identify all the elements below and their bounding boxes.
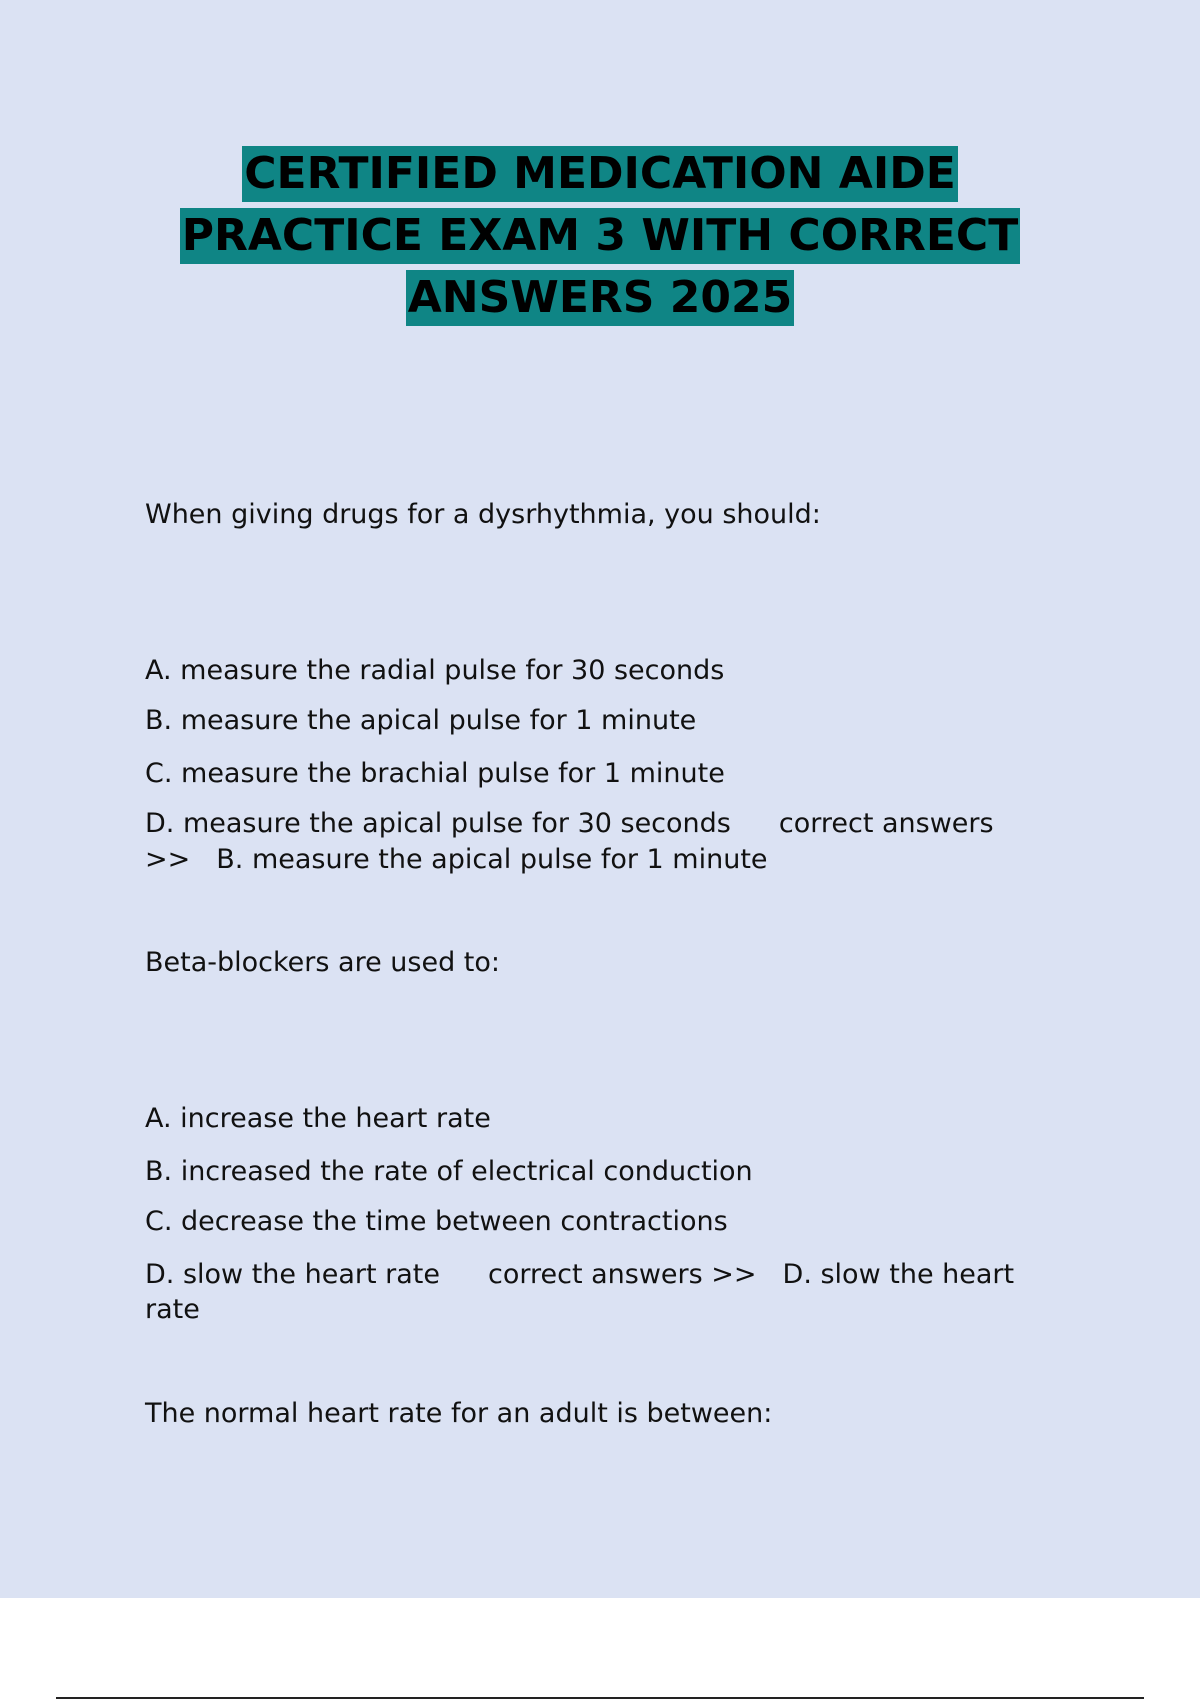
question-1-answer-line bbox=[145, 842, 768, 877]
question-1-answer-arrow: >> bbox=[145, 844, 191, 875]
question-1-prompt: When giving drugs for a dysrhythmia, you should: bbox=[145, 499, 821, 530]
question-2-option-c: C. decrease the time between contractions bbox=[145, 1206, 728, 1237]
question-1-answer-label: correct answers bbox=[778, 808, 994, 839]
question-2-option-d: D. slow the heart rate bbox=[145, 1259, 440, 1290]
footer-divider bbox=[56, 1697, 1144, 1699]
question-2-option-d-line bbox=[145, 1257, 1014, 1292]
title-line-1: CERTIFIED MEDICATION AIDE bbox=[242, 146, 958, 202]
question-1-option-c: C. measure the brachial pulse for 1 minute bbox=[145, 758, 725, 789]
question-3-prompt: The normal heart rate for an adult is between: bbox=[145, 1398, 773, 1429]
question-1-option-a: A. measure the radial pulse for 30 seconds bbox=[145, 655, 725, 686]
question-2-answer-part1: D. slow the heart bbox=[782, 1259, 1015, 1290]
question-2-option-b: B. increased the rate of electrical conduction bbox=[145, 1156, 753, 1187]
question-2-prompt: Beta-blockers are used to: bbox=[145, 947, 501, 978]
document-title bbox=[0, 143, 1200, 329]
question-1-option-d-line bbox=[145, 806, 994, 841]
title-line-2: PRACTICE EXAM 3 WITH CORRECT bbox=[180, 208, 1020, 264]
question-2-answer-part2: rate bbox=[145, 1294, 200, 1325]
question-2-answer-label: correct answers >> bbox=[487, 1259, 757, 1290]
question-1-answer: B. measure the apical pulse for 1 minute bbox=[216, 844, 768, 875]
question-2-option-a: A. increase the heart rate bbox=[145, 1103, 491, 1134]
question-1-option-b: B. measure the apical pulse for 1 minute bbox=[145, 705, 697, 736]
title-line-3: ANSWERS 2025 bbox=[406, 270, 795, 326]
question-1-option-d: D. measure the apical pulse for 30 seconds bbox=[145, 808, 731, 839]
